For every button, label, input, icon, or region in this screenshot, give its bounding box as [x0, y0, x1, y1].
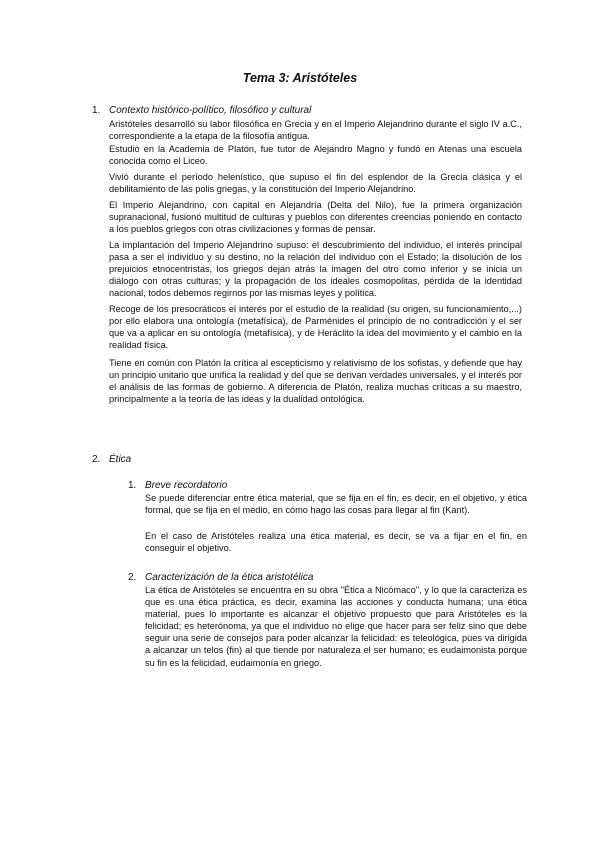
subsection-2-paragraph: La ética de Aristóteles se encuentra en su obra "Ética a Nicómaco", y lo que la caracteriza es que es una ética práctica, es decir, examina las acciones y conducta humana; una ética material, pues lo importante es alcanzar el objetivo propuesto que para Aristóteles es la felicidad; es heterónoma, ya que el individuo no elige que hacer para ser feliz sino que debe seguir una serie de consejos para poder alcanzar la felicidad: es teleológica, pues va dirigida a alcanzar un telos (fin) al que tiende por naturaleza el ser humano; es eudaimonista porque su fin es la felicidad, eudaimonía en griego.: [145, 585, 527, 668]
subsection-1-number: 1.: [128, 480, 137, 491]
section-1-paragraph: Vivió durante el período helenístico, que supuso el fin del esplendor de la Grecia clásica y el debilitamiento de las polis griegas, y la constitución del Imperio Alejandrino.: [109, 172, 522, 195]
section-1-paragraph: Recoge de los presocráticos el interés por el estudio de la realidad (su origen, su funcionamiento,...) por ello elabora una ontología (metafísica), de Parménides el principio de no contradicción y el ser que va a aplicar en su ontología (metafísica), y de Heráclito la idea del movimiento y el cambio en la realidad física.: [109, 304, 522, 351]
subsection-1-paragraph: En el caso de Aristóteles realiza una ética material, es decir, se va a fijar en el fin, en conseguir el objetivo.: [145, 531, 527, 554]
subsection-1-heading: Breve recordatorio: [145, 480, 228, 491]
section-1-paragraph: Aristóteles desarrolló su labor filosófica en Grecia y en el Imperio Alejandrino durante el siglo IV a.C., correspondiente a la etapa de la filosofía antigua.: [109, 119, 522, 142]
section-1-heading: Contexto histórico-político, filosófico y cultural: [109, 105, 312, 116]
section-1-paragraph: La implantación del Imperio Alejandrino supuso: el descubrimiento del individuo, el interés principal pasa a ser el individuo y su destino, no la relación del individuo con el Estado; la disolución de los prejuicios etnocentristas, los griegos dejan atrás la imagen del otro como inferior y se inicia un diálogo con otras culturas; y la propagación de los ideales cosmopolitas, pérdida de la identidad nacional, todos debemos regirnos por las mismas leyes y política.: [109, 240, 522, 299]
subsection-1-paragraph: Se puede diferenciar entre ética material, que se fija en el fin, es decir, en el objetivo, y ética formal, que se fija en el medio, en cómo hago las cosas para llegar al fin (Kant).: [145, 493, 527, 516]
section-1-paragraph: El Imperio Alejandrino, con capital en Alejandría (Delta del Nilo), fue la primera organización supranacional, fusionó multitud de culturas y pueblos con diferentes creencias poniendo en contacto a los pueblos griegos con otras civilizaciones y formas de pensar.: [109, 200, 522, 235]
subsection-2-heading: Caracterización de la ética aristotélica: [145, 572, 314, 583]
page-title: Tema 3: Aristóteles: [242, 71, 358, 85]
section-2-heading: Ética: [109, 454, 132, 465]
section-1-paragraph: Estudió en la Academia de Platón, fue tutor de Alejandro Magno y fundó en Atenas una escuela conocida como el Liceo.: [109, 144, 522, 167]
section-2-number: 2.: [92, 454, 101, 465]
section-1-number: 1.: [92, 105, 101, 116]
subsection-2-number: 2.: [128, 572, 137, 583]
section-1-paragraph: Tiene en común con Platón la crítica al escepticismo y relativismo de los sofistas, y defiende que hay un principio unitario que unifica la realidad y del que se derivan verdades universales, y el interés por el análisis de las formas de gobierno. A diferencia de Platón, realiza muchas críticas a su maestro, principalmente a la teoría de las ideas y la dualidad ontológica.: [109, 358, 522, 405]
